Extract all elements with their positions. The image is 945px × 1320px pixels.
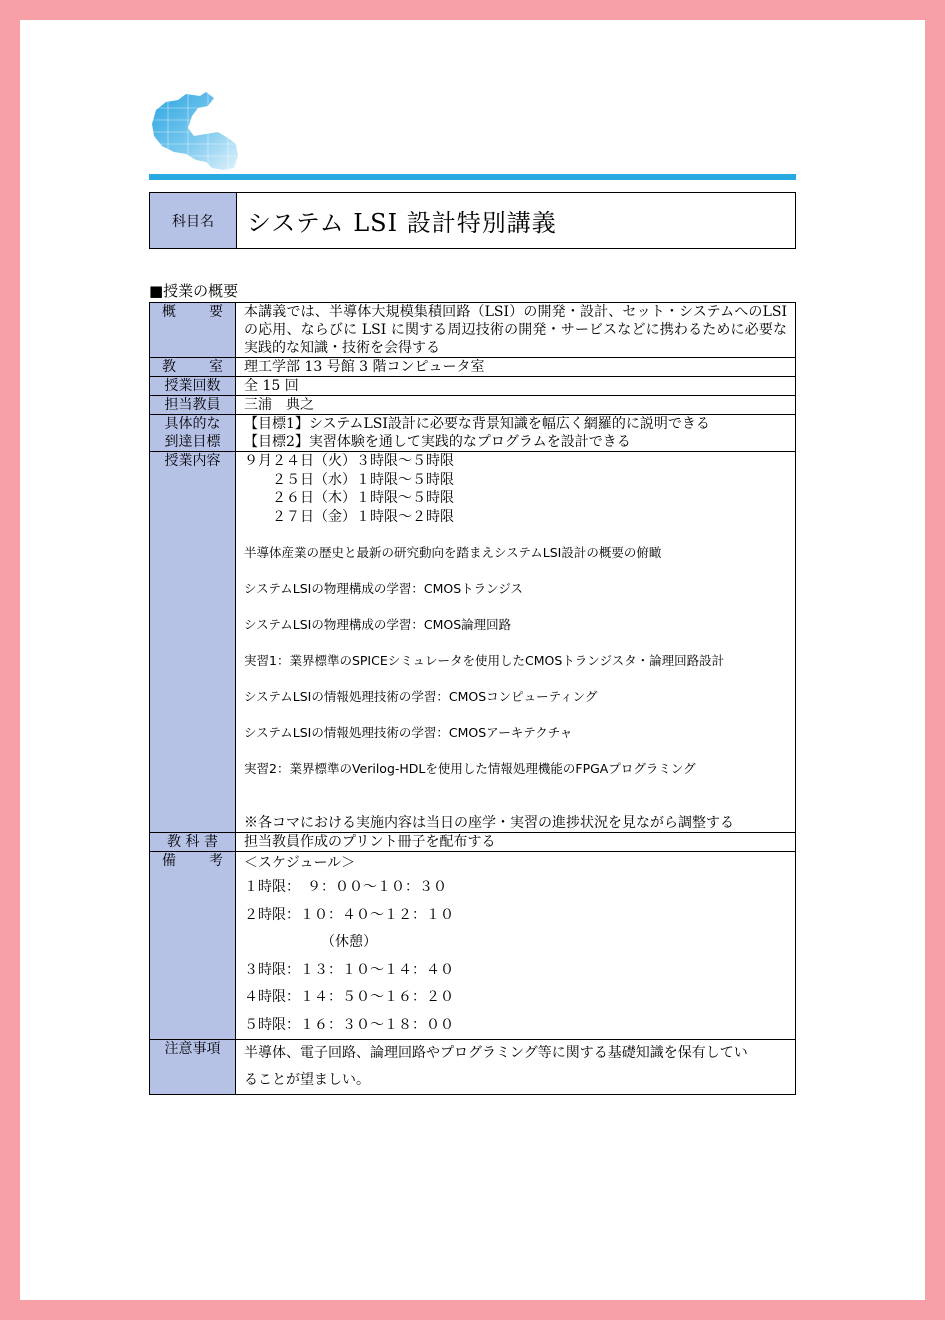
room-label: 教 室 <box>150 358 236 377</box>
instructor-label: 担当教員 <box>150 396 236 415</box>
sessions-text: 全 15 回 <box>236 377 796 396</box>
goal-2: 【目標2】実習体験を通して実践的なプログラムを設計できる <box>244 434 631 450</box>
content-row <box>150 452 796 833</box>
remarks-label: 備 考 <box>150 852 236 1040</box>
schedule-period: ５時限：１６：３０～１８：００ <box>244 1016 454 1033</box>
schedule-period: ４時限：１４：５０～１６：２０ <box>244 989 454 1005</box>
course-info-table <box>149 302 796 1095</box>
room-text: 理工学部 13 号館 3 階コンピュータ室 <box>236 358 796 377</box>
schedule-period: ３時限：１３：１０～１４：４０ <box>244 961 454 978</box>
content-note: ※各コマにおける実施内容は当日の座学・実習の進捗状況を見ながら調整する <box>244 815 734 831</box>
section-title: ■授業の概要 <box>149 282 239 300</box>
room-row <box>150 358 796 377</box>
notes-row <box>150 1040 796 1095</box>
notes-line: ることが望ましい。 <box>244 1072 370 1088</box>
goals-label: 具体的な 到達目標 <box>150 415 236 452</box>
header-rule <box>149 174 796 180</box>
notes-label: 注意事項 <box>150 1040 236 1095</box>
schedule-title: ＜スケジュール＞ <box>244 855 356 871</box>
sessions-label: 授業回数 <box>150 377 236 396</box>
date-line: ９月２４日（火）３時限～５時限 <box>244 453 454 469</box>
subject-title: システム LSI 設計特別講義 <box>247 209 557 237</box>
instructor-text: 三浦 典之 <box>236 396 796 415</box>
date-line: ２５日（水）１時限～５時限 <box>244 471 454 488</box>
remarks-row <box>150 852 796 1040</box>
instructor-row <box>150 396 796 415</box>
content-item: 実習1：業界標準のSPICEシミュレータを使用したCMOSトランジスタ・論理回路設計 <box>244 653 725 668</box>
goal-1: 【目標1】システムLSI設計に必要な背景知識を幅広く網羅的に説明できる <box>244 416 710 432</box>
content-item: システムLSIの物理構成の学習：CMOS論理回路 <box>244 617 512 632</box>
goals-text <box>236 415 796 452</box>
sessions-row <box>150 377 796 396</box>
schedule-period: １時限： ９：００～１０：３０ <box>244 879 447 895</box>
textbook-text: 担当教員作成のプリント冊子を配布する <box>236 833 796 852</box>
subject-header <box>149 192 796 249</box>
content-text <box>236 452 796 833</box>
content-item: 実習2：業界標準のVerilog-HDLを使用した情報処理機能のFPGAプログラミング <box>244 761 696 776</box>
remarks-text <box>236 852 796 1040</box>
schedule-period: ２時限：１０：４０～１２：１０ <box>244 906 454 923</box>
date-line: ２６日（木）１時限～５時限 <box>244 490 454 506</box>
content-label: 授業内容 <box>150 452 236 833</box>
university-logo-icon <box>148 88 248 188</box>
goals-row <box>150 415 796 452</box>
overview-row <box>150 303 796 358</box>
page <box>20 20 925 1300</box>
overview-text: 本講義では、半導体大規模集積回路（LSI）の開発・設計、セット・システムへのLSI の応用、ならびに LSI に関する周辺技術の開発・サービスなどに携わるために必要な実践的な知識・技術を会得する <box>236 303 796 358</box>
textbook-label: 教 科 書 <box>150 833 236 852</box>
textbook-row <box>150 833 796 852</box>
notes-line: 半導体、電子回路、論理回路やプログラミング等に関する基礎知識を保有してい <box>244 1045 748 1061</box>
schedule-break: （休憩） <box>244 934 377 950</box>
content-item: システムLSIの物理構成の学習：CMOSトランジス <box>244 581 523 596</box>
notes-text <box>236 1040 796 1095</box>
overview-label: 概 要 <box>150 303 236 358</box>
content-item: 半導体産業の歴史と最新の研究動向を踏まえシステムLSI設計の概要の俯瞰 <box>244 545 662 560</box>
subject-label: 科目名 <box>150 193 237 248</box>
date-line: ２７日（金）１時限～２時限 <box>244 508 454 525</box>
content-item: システムLSIの情報処理技術の学習：CMOSアーキテクチャ <box>244 725 573 740</box>
content-item: システムLSIの情報処理技術の学習：CMOSコンピューティング <box>244 689 598 704</box>
